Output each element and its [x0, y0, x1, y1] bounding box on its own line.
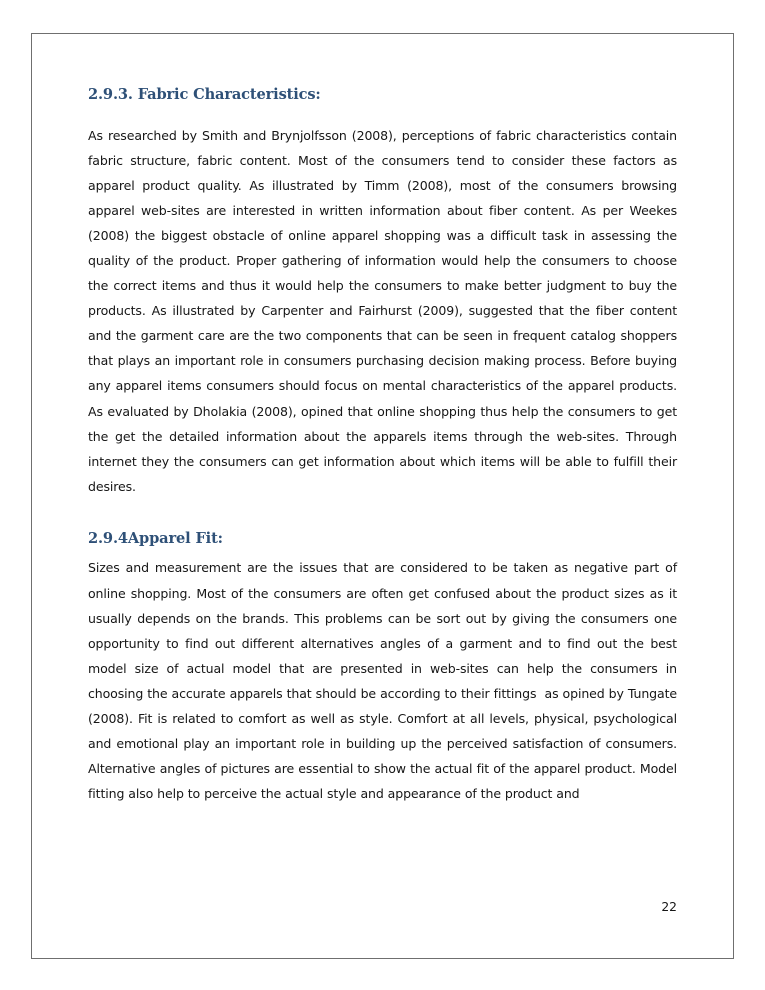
document-page-frame [31, 33, 734, 959]
paragraph-apparel-fit: Sizes and measurement are the issues that are considered to be taken as negative part of online shopping. Most of the consumers are often get confused about the product sizes as it usually depends on the brands. This problems can be sort out by giving the consumers one opportunity to find out different alternatives angles of a garment and to find out the best model size of actual model that are presented in web-sites can help the consumers in choosing the accurate apparels that should be according to their fittings as opined by Tungate (2008). Fit is related to comfort as well as style. Comfort at all levels, physical, psychological and emotional play an important role in building up the perceived satisfaction of consumers. Alternative angles of pictures are essential to show the actual fit of the apparel product. Model fitting also help to perceive the actual style and appearance of the product and [88, 560, 685, 802]
paragraph-spacer [88, 499, 677, 530]
document-body [88, 86, 685, 806]
paragraph-fabric-characteristics: As researched by Smith and Brynjolfsson (2008), perceptions of fabric characteristics contain fabric structure, fabric content. Most of the consumers tend to consider these factors as apparel product quality. As illustrated by Timm (2008), most of the consumers browsing apparel web-sites are interested in written information about fiber content. As per Weekes (2008) the biggest obstacle of online apparel shopping was a difficult task in assessing the quality of the product. Proper gathering of information would help the consumers to choose the correct items and thus it would help the consumers to make better judgment to buy the products. As illustrated by Carpenter and Fairhurst (2009), suggested that the fiber content and the garment care are the two components that can be seen in frequent catalog shoppers that plays an important role in consumers purchasing decision making process. Before buying any apparel items consumers should focus on mental characteristics of the apparel products. As evaluated by Dholakia (2008), opined that online shopping thus help the consumers to get the get the detailed information about the apparels items through the web-sites. Through internet they the consumers can get information about which items will be able to fulfill their desires. [88, 127, 681, 494]
heading-spacer [88, 547, 677, 555]
section-heading-apparel-fit: 2.9.4Apparel Fit: [88, 529, 223, 547]
page-number: 22 [661, 900, 677, 914]
section-heading-fabric-characteristics: 2.9.3. Fabric Characteristics: [88, 86, 321, 103]
heading-spacer [88, 104, 677, 123]
